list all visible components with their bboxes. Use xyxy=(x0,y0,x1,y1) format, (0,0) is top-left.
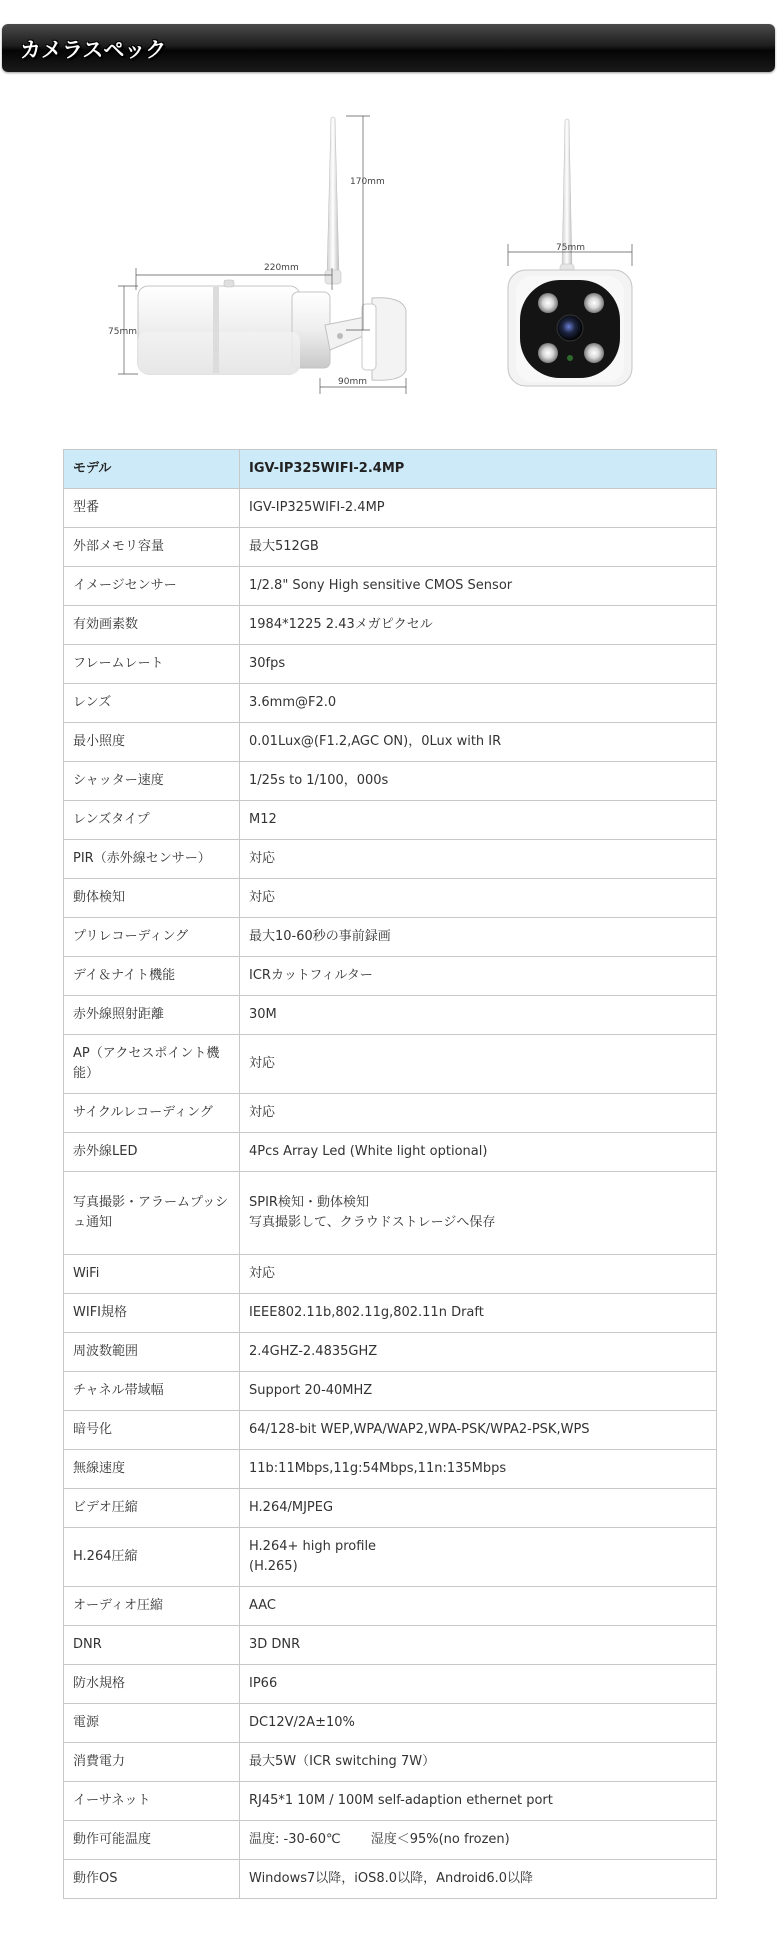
spec-value xyxy=(240,1743,717,1782)
spec-label: サイクルレコーディング xyxy=(64,1094,240,1133)
spec-label: 無線速度 xyxy=(64,1450,240,1489)
spec-value xyxy=(240,1133,717,1172)
spec-value xyxy=(240,1704,717,1743)
spec-row xyxy=(64,957,717,996)
spec-label: 防水規格 xyxy=(64,1665,240,1704)
spec-value xyxy=(240,1450,717,1489)
spec-row xyxy=(64,1372,717,1411)
spec-value-text: 対応 xyxy=(249,851,276,866)
spec-label: 型番 xyxy=(64,489,240,528)
spec-value-text: M12 xyxy=(249,812,277,827)
spec-value xyxy=(240,957,717,996)
spec-value xyxy=(240,1489,717,1528)
spec-row xyxy=(64,1294,717,1333)
spec-row xyxy=(64,996,717,1035)
spec-value-text: H.264+ high profile xyxy=(249,1539,377,1554)
camera-dimension-drawing xyxy=(0,100,777,420)
spec-table xyxy=(63,449,717,1899)
spec-value-text: Support 20-40MHZ xyxy=(249,1383,373,1398)
spec-label: イーサネット xyxy=(64,1782,240,1821)
spec-value-text: 3D DNR xyxy=(249,1637,301,1652)
spec-value xyxy=(240,1094,717,1133)
spec-row xyxy=(64,489,717,528)
spec-label: レンズ xyxy=(64,684,240,723)
spec-value-text: IEEE802.11b,802.11g,802.11n Draft xyxy=(249,1305,484,1320)
spec-value xyxy=(240,879,717,918)
spec-row xyxy=(64,879,717,918)
spec-row xyxy=(64,1094,717,1133)
spec-row xyxy=(64,762,717,801)
side-view-camera xyxy=(138,117,406,380)
spec-label: H.264圧縮 xyxy=(64,1528,240,1587)
spec-header-row xyxy=(64,450,717,489)
dim-mount-depth: 90mm xyxy=(338,377,367,387)
spec-label: デイ＆ナイト機能 xyxy=(64,957,240,996)
spec-value xyxy=(240,1411,717,1450)
spec-label: 有効画素数 xyxy=(64,606,240,645)
spec-label: AP（アクセスポイント機能） xyxy=(64,1035,240,1094)
spec-value xyxy=(240,1255,717,1294)
spec-row xyxy=(64,918,717,957)
spec-row xyxy=(64,801,717,840)
dim-length: 220mm xyxy=(264,263,299,273)
spec-label: 動作OS xyxy=(64,1860,240,1899)
dim-antenna-height: 170mm xyxy=(350,177,385,187)
spec-value-text: Windows7以降，iOS8.0以降，Android6.0以降 xyxy=(249,1871,534,1886)
spec-label: 動作可能温度 xyxy=(64,1821,240,1860)
spec-value-text: 1/2.8" Sony High sensitive CMOS Sensor xyxy=(249,578,513,593)
spec-row xyxy=(64,645,717,684)
spec-value xyxy=(240,723,717,762)
spec-label: プリレコーディング xyxy=(64,918,240,957)
spec-row xyxy=(64,1743,717,1782)
spec-label: 最小照度 xyxy=(64,723,240,762)
spec-row xyxy=(64,1333,717,1372)
spec-label: 暗号化 xyxy=(64,1411,240,1450)
spec-value-text: 最大10-60秒の事前録画 xyxy=(249,929,391,944)
spec-value xyxy=(240,1528,717,1587)
spec-row xyxy=(64,1665,717,1704)
spec-label: 外部メモリ容量 xyxy=(64,528,240,567)
spec-label: 周波数範囲 xyxy=(64,1333,240,1372)
spec-value xyxy=(240,840,717,879)
spec-value-text-line2: 写真撮影して、クラウドストレージへ保存 xyxy=(249,1215,496,1230)
spec-value-text: 0.01Lux@(F1.2,AGC ON)，0Lux with IR xyxy=(249,734,502,749)
spec-row xyxy=(64,567,717,606)
spec-value xyxy=(240,606,717,645)
spec-row xyxy=(64,840,717,879)
spec-value xyxy=(240,1860,717,1899)
spec-value-text: IGV-IP325WIFI-2.4MP xyxy=(249,500,385,515)
spec-row xyxy=(64,1035,717,1094)
spec-value-text: 11b:11Mbps,11g:54Mbps,11n:135Mbps xyxy=(249,1461,507,1476)
spec-row xyxy=(64,1255,717,1294)
spec-value-text: 対応 xyxy=(249,1266,276,1281)
spec-label: 赤外線照射距離 xyxy=(64,996,240,1035)
spec-label: チャネル帯域幅 xyxy=(64,1372,240,1411)
spec-value xyxy=(240,1294,717,1333)
spec-label: WiFi xyxy=(64,1255,240,1294)
spec-label: 電源 xyxy=(64,1704,240,1743)
spec-value-text: 最大512GB xyxy=(249,539,319,554)
spec-row xyxy=(64,1626,717,1665)
spec-value-text: 最大5W（ICR switching 7W） xyxy=(249,1754,436,1769)
spec-value xyxy=(240,528,717,567)
spec-value-text: 3.6mm@F2.0 xyxy=(249,695,337,710)
spec-row xyxy=(64,1860,717,1899)
spec-value xyxy=(240,1782,717,1821)
spec-value xyxy=(240,1372,717,1411)
spec-label: フレームレート xyxy=(64,645,240,684)
spec-row xyxy=(64,1782,717,1821)
spec-value-text: RJ45*1 10M / 100M self-adaption ethernet port xyxy=(249,1793,553,1808)
spec-label: イメージセンサー xyxy=(64,567,240,606)
dim-front-width: 75mm xyxy=(556,243,585,253)
spec-value xyxy=(240,1587,717,1626)
spec-value-text: 2.4GHZ-2.4835GHZ xyxy=(249,1344,378,1359)
spec-label: 写真撮影・アラームプッシュ通知 xyxy=(64,1172,240,1255)
spec-label: 動体検知 xyxy=(64,879,240,918)
spec-value-text: IP66 xyxy=(249,1676,278,1691)
spec-value xyxy=(240,1172,717,1255)
spec-header-label: モデル xyxy=(64,450,240,489)
spec-row xyxy=(64,528,717,567)
spec-label: 消費電力 xyxy=(64,1743,240,1782)
spec-row xyxy=(64,1133,717,1172)
spec-value xyxy=(240,567,717,606)
spec-value xyxy=(240,801,717,840)
spec-label: ビデオ圧縮 xyxy=(64,1489,240,1528)
spec-value xyxy=(240,1665,717,1704)
spec-row xyxy=(64,1450,717,1489)
camera-figure xyxy=(0,100,777,420)
spec-row xyxy=(64,1704,717,1743)
spec-row xyxy=(64,723,717,762)
spec-value xyxy=(240,1821,717,1860)
spec-value xyxy=(240,489,717,528)
spec-label: WIFI規格 xyxy=(64,1294,240,1333)
spec-label: 赤外線LED xyxy=(64,1133,240,1172)
spec-value xyxy=(240,1333,717,1372)
spec-value-text: 4Pcs Array Led (White light optional) xyxy=(249,1144,488,1159)
section-title: カメラスペック xyxy=(20,38,167,62)
spec-label: シャッター速度 xyxy=(64,762,240,801)
spec-label: DNR xyxy=(64,1626,240,1665)
spec-label: レンズタイプ xyxy=(64,801,240,840)
spec-value-text: 対応 xyxy=(249,1105,276,1120)
spec-row xyxy=(64,1821,717,1860)
spec-value-text: ICRカットフィルター xyxy=(249,968,373,983)
spec-row xyxy=(64,1528,717,1587)
spec-value xyxy=(240,645,717,684)
spec-value xyxy=(240,1626,717,1665)
spec-row xyxy=(64,1587,717,1626)
spec-value-text: 1984*1225 2.43メガピクセル xyxy=(249,617,433,632)
spec-value xyxy=(240,684,717,723)
spec-row xyxy=(64,1172,717,1255)
spec-value-text: 30M xyxy=(249,1007,277,1022)
spec-value-text: 対応 xyxy=(249,1056,276,1071)
spec-value xyxy=(240,918,717,957)
spec-label: PIR（赤外線センサー） xyxy=(64,840,240,879)
spec-value xyxy=(240,762,717,801)
spec-value-text-line2: (H.265) xyxy=(249,1559,298,1574)
spec-value-text: H.264/MJPEG xyxy=(249,1500,334,1515)
dim-body-height: 75mm xyxy=(108,327,137,337)
spec-label: オーディオ圧縮 xyxy=(64,1587,240,1626)
spec-value-text: 30fps xyxy=(249,656,286,671)
section-header xyxy=(2,24,775,72)
spec-value-text: AAC xyxy=(249,1598,276,1613)
spec-value-text: 64/128-bit WEP,WPA/WAP2,WPA-PSK/WPA2-PSK,WPS xyxy=(249,1422,590,1437)
spec-value-text: DC12V/2A±10% xyxy=(249,1715,355,1730)
spec-value-text: SPIR検知・動体検知 xyxy=(249,1195,369,1210)
spec-row xyxy=(64,1411,717,1450)
spec-row xyxy=(64,1489,717,1528)
spec-header-value: IGV-IP325WIFI-2.4MP xyxy=(240,450,717,489)
spec-row xyxy=(64,606,717,645)
spec-value xyxy=(240,1035,717,1094)
spec-row xyxy=(64,684,717,723)
spec-value xyxy=(240,996,717,1035)
spec-value-text: 1/25s to 1/100，000s xyxy=(249,773,389,788)
spec-value-text: 対応 xyxy=(249,890,276,905)
spec-value-text: 温度: -30-60℃ 湿度＜95%(no frozen) xyxy=(249,1832,510,1847)
